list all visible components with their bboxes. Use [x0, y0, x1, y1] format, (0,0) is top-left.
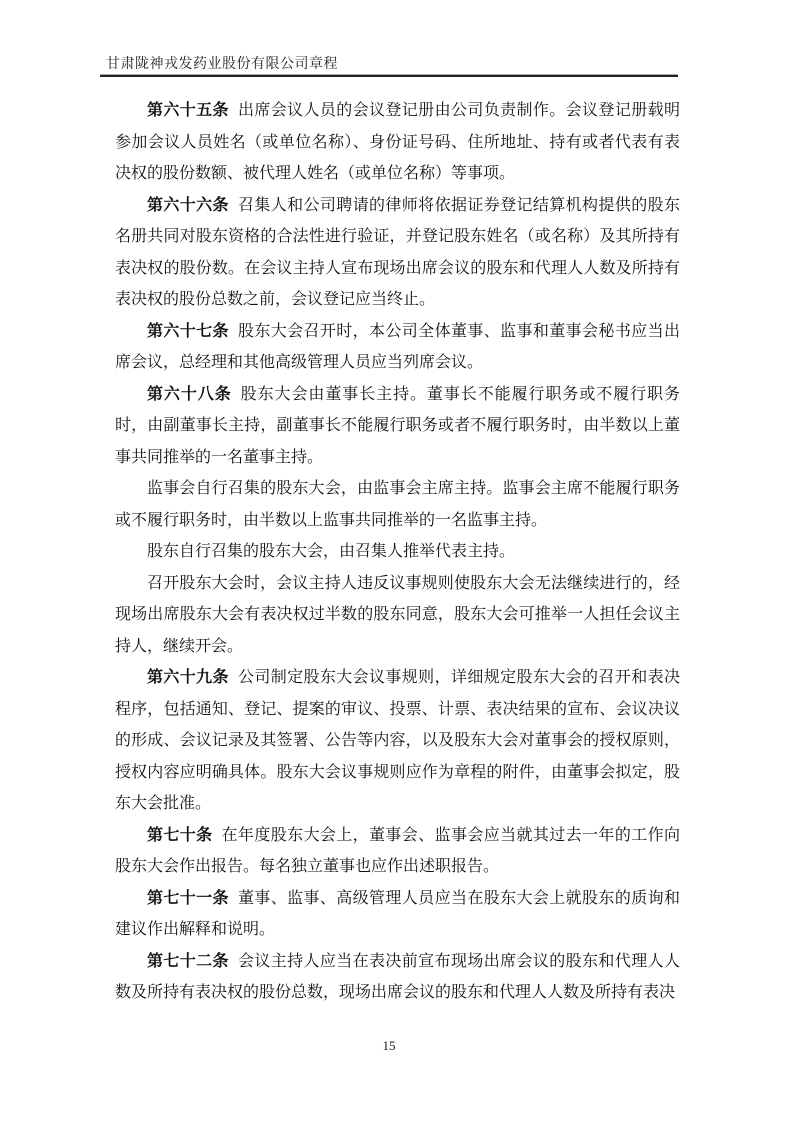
article-text: 在年度股东大会上，董事会、监事会应当就其过去一年的工作向股东大会作出报告。每名独立董事也应作出述职报告。 — [115, 826, 680, 875]
article-paragraph — [115, 316, 680, 379]
article-text: 董事、监事、高级管理人员应当在股东大会上就股东的质询和建议作出解释和说明。 — [115, 889, 680, 938]
document-body — [115, 95, 680, 1009]
article-paragraph — [115, 883, 680, 946]
article-paragraph — [115, 95, 680, 190]
article-text: 股东自行召集的股东大会，由召集人推举代表主持。 — [147, 543, 516, 560]
article-number-label: 第六十六条 — [147, 196, 229, 214]
article-text: 召集人和公司聘请的律师将依据证券登记结算机构提供的股东名册共同对股东资格的合法性进行验证，并登记股东姓名（或名称）及其所持有表决权的股份数。在会议主持人宣布现场出席会议的股东和代理人人数及所持有表决权的股份总数之前，会议登记应当终止。 — [115, 196, 680, 308]
article-number-label: 第六十九条 — [147, 669, 229, 686]
article-number-label: 第七十条 — [147, 826, 213, 844]
article-number-label: 第六十八条 — [147, 385, 232, 403]
article-number-label: 第六十七条 — [147, 322, 229, 340]
article-paragraph — [115, 946, 680, 1009]
article-number-label: 第七十一条 — [147, 889, 229, 907]
document-header-title: 甘肃陇神戎发药业股份有限公司章程 — [106, 57, 338, 72]
article-paragraph — [115, 820, 680, 883]
article-text: 监事会自行召集的股东大会，由监事会主席主持。监事会主席不能履行职务或不履行职务时，由半数以上监事共同推举的一名监事主持。 — [115, 480, 680, 529]
article-text: 召开股东大会时，会议主持人违反议事规则使股东大会无法继续进行的，经现场出席股东大会有表决权过半数的股东同意，股东大会可推举一人担任会议主持人，继续开会。 — [115, 574, 680, 655]
article-paragraph — [115, 190, 680, 316]
article-paragraph — [115, 473, 680, 536]
article-number-label: 第七十二条 — [147, 952, 229, 970]
article-text: 公司制定股东大会议事规则，详细规定股东大会的召开和表决程序，包括通知、登记、提案的审议、投票、计票、表决结果的宣布、会议决议的形成、会议记录及其签署、公告等内容，以及股东大会对董事会的授权原则，授权内容应明确具体。股东大会议事规则应作为章程的附件，由董事会拟定，股东大会批准。 — [115, 669, 680, 812]
header-divider-rule — [100, 74, 678, 77]
article-paragraph — [115, 536, 680, 568]
article-paragraph — [115, 568, 680, 663]
article-text: 股东大会召开时，本公司全体董事、监事和董事会秘书应当出席会议，总经理和其他高级管理人员应当列席会议。 — [115, 322, 680, 371]
article-paragraph — [115, 379, 680, 474]
article-number-label: 第六十五条 — [147, 102, 229, 119]
article-text: 出席会议人员的会议登记册由公司负责制作。会议登记册载明参加会议人员姓名（或单位名称）、身份证号码、住所地址、持有或者代表有表决权的股份数额、被代理人姓名（或单位名称）等事项。 — [115, 102, 680, 182]
article-text: 会议主持人应当在表决前宣布现场出席会议的股东和代理人人数及所持有表决权的股份总数，现场出席会议的股东和代理人人数及所持有表决 — [115, 952, 680, 1001]
page-number: 15 — [382, 1038, 396, 1053]
article-text: 股东大会由董事长主持。董事长不能履行职务或不履行职务时，由副董事长主持，副董事长不能履行职务或者不履行职务时，由半数以上董事共同推举的一名董事主持。 — [115, 385, 680, 466]
article-paragraph — [115, 662, 680, 820]
